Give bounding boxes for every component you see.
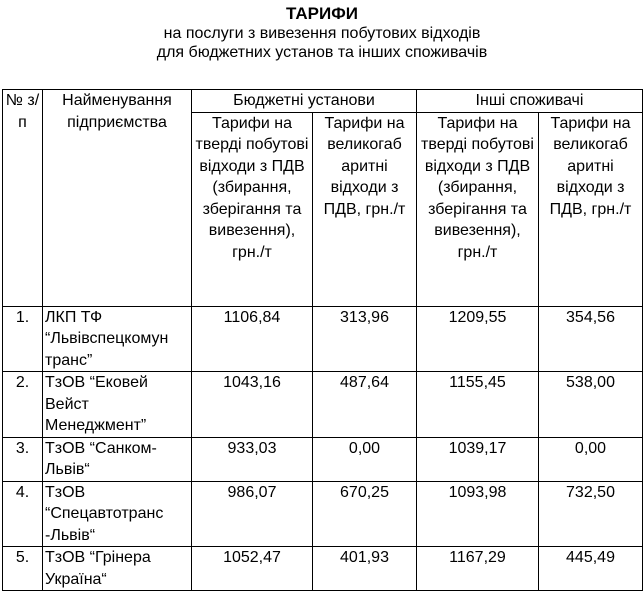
document-title: ТАРИФИ — [286, 4, 358, 23]
table-row — [3, 481, 643, 547]
row-other-solid: 1093,98 — [417, 481, 539, 547]
row-other-bulky: 538,00 — [539, 372, 643, 438]
header-other-solid-waste: Тарифи на тверді побутові відходи з ПДВ (збирання, зберігання та вивезення), грн./т — [417, 112, 539, 306]
row-budget-solid: 1106,84 — [192, 306, 313, 372]
header-budget-institutions: Бюджетні установи — [192, 90, 417, 113]
row-budget-bulky: 401,93 — [313, 547, 417, 591]
table-row — [3, 372, 643, 438]
row-budget-solid: 1052,47 — [192, 547, 313, 591]
row-budget-bulky: 487,64 — [313, 372, 417, 438]
row-number: 2. — [3, 372, 43, 438]
row-other-solid: 1167,29 — [417, 547, 539, 591]
table-row — [3, 437, 643, 481]
row-number: 1. — [3, 306, 43, 372]
row-budget-bulky: 670,25 — [313, 481, 417, 547]
row-company-name: ТзОВ “Спецавтотранс -Львів“ — [43, 481, 192, 547]
row-other-bulky: 732,50 — [539, 481, 643, 547]
row-budget-solid: 1043,16 — [192, 372, 313, 438]
table-row — [3, 306, 643, 372]
header-number: № з/п — [3, 90, 43, 307]
table-header-row-groups — [3, 90, 643, 113]
header-budget-bulky-waste: Тарифи на великогаб аритні відходи з ПДВ, грн./т — [313, 112, 417, 306]
tariffs-table — [2, 89, 643, 591]
row-budget-bulky: 0,00 — [313, 437, 417, 481]
header-budget-solid-waste: Тарифи на тверді побутові відходи з ПДВ (збирання, зберігання та вивезення), грн./т — [192, 112, 313, 306]
row-number: 4. — [3, 481, 43, 547]
row-other-solid: 1209,55 — [417, 306, 539, 372]
row-other-bulky: 445,49 — [539, 547, 643, 591]
row-company-name: ТзОВ “Грінера Україна“ — [43, 547, 192, 591]
header-company-name: Найменування підприємства — [43, 90, 192, 307]
row-budget-bulky: 313,96 — [313, 306, 417, 372]
table-row — [3, 547, 643, 591]
row-company-name: ТзОВ “Санком-Львів“ — [43, 437, 192, 481]
row-other-solid: 1155,45 — [417, 372, 539, 438]
row-number: 3. — [3, 437, 43, 481]
row-budget-solid: 933,03 — [192, 437, 313, 481]
document-subtitle-line-2: для бюджетних установ та інших споживачів — [156, 44, 488, 61]
document-subtitle-line-1: на послуги з вивезення побутових відходів — [163, 25, 481, 42]
row-other-bulky: 0,00 — [539, 437, 643, 481]
row-company-name: ЛКП ТФ “Львівспецкомун транс” — [43, 306, 192, 372]
row-other-solid: 1039,17 — [417, 437, 539, 481]
document-header — [0, 4, 644, 62]
header-other-bulky-waste: Тарифи на великогаб аритні відходи з ПДВ, грн./т — [539, 112, 643, 306]
row-company-name: ТзОВ “Ековей Вейст Менеджмент” — [43, 372, 192, 438]
row-budget-solid: 986,07 — [192, 481, 313, 547]
row-other-bulky: 354,56 — [539, 306, 643, 372]
header-other-consumers: Інші споживачі — [417, 90, 643, 113]
row-number: 5. — [3, 547, 43, 591]
